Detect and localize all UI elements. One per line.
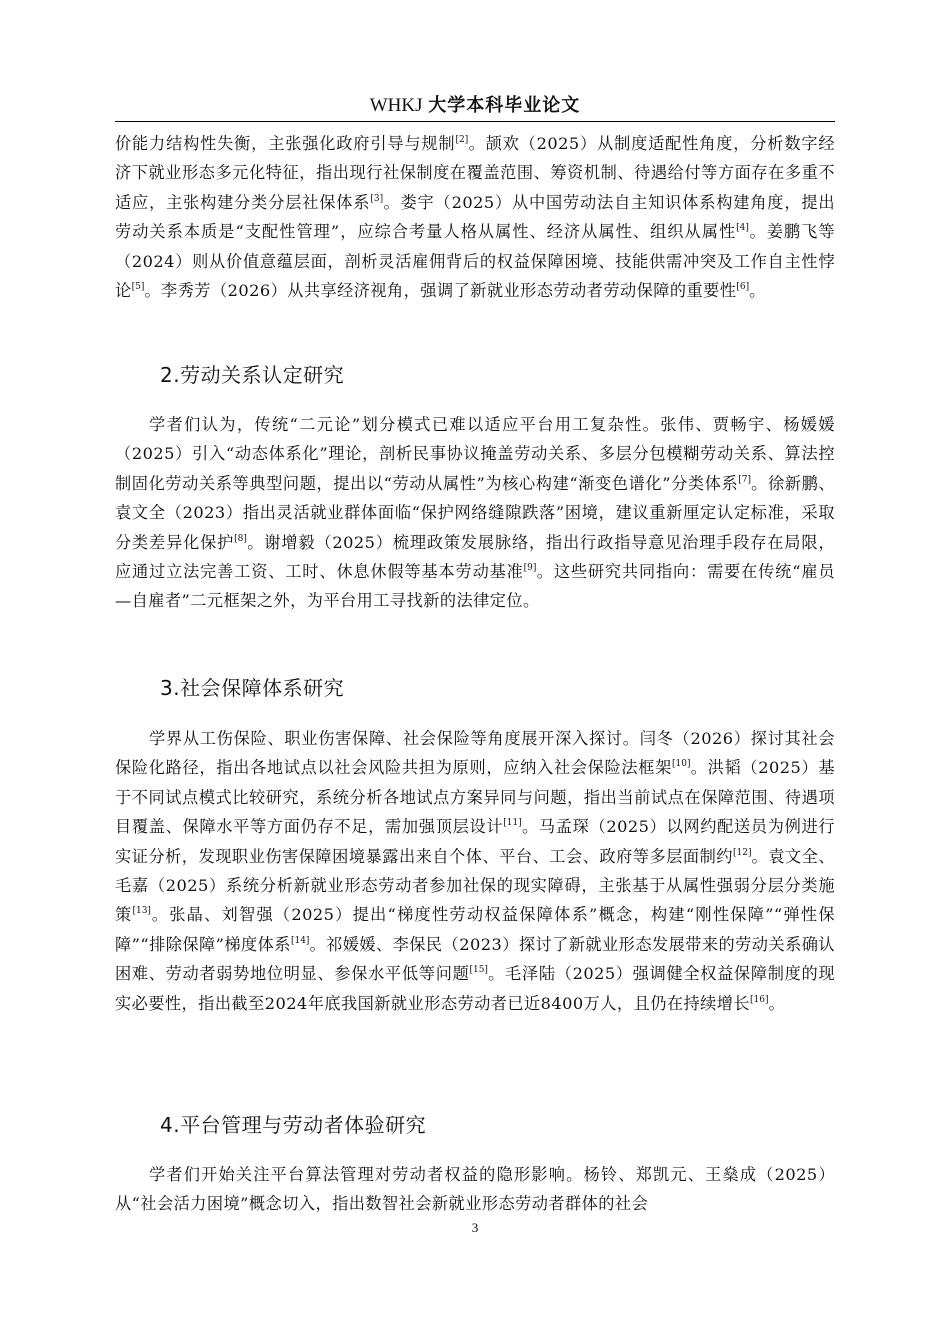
paragraph-social-security: 学界从工伤保险、职业伤害保障、社会保险等角度展开深入探讨。闫冬（2026）探讨其社会保险化路径，指出各地试点以社会风险共担为原则，应纳入社会保险法框架[10]。洪韬（2025）基于不同试点模式比较研究，系统分析各地试点方案异同与问题，指出当前试点在保障范围、待遇项目覆盖、保障水平等方面仍存不足，需加强顶层设计[11]。马孟琛（2025）以网约配送员为例进行实证分析，发现职业伤害保障困境暴露出来自个体、平台、工会、政府等多层面制约[12]。袁文全、毛嘉（2025）系统分析新就业形态劳动者参加社保的现实障碍，主张基于从属性强弱分层分类施策[13]。张晶、刘智强（2025）提出“梯度性劳动权益保障体系”概念，构建“刚性保障”“弹性保障”“排除保障”梯度体系[14]。祁媛媛、李保民（2023）探讨了新就业形态发展带来的劳动关系确认困难、劳动者弱势地位明显、参保水平低等问题[15]。毛泽陆（2025）强调健全权益保障制度的现实必要性，指出截至2024年底我国新就业形态劳动者已近8400万人，且仍在持续增长[16]。 xyxy=(115,729,835,1013)
citation-8: [8] xyxy=(234,533,247,544)
citation-13: [13] xyxy=(132,906,151,917)
section-heading-platform-management: 4.平台管理与劳动者体验研究 xyxy=(160,1113,427,1137)
citation-12: [12] xyxy=(733,847,752,858)
paragraph-platform-management: 学者们开始关注平台算法管理对劳动者权益的隐形影响。杨铃、郑凯元、王燊成（2025）从“社会活力困境”概念切入，指出数智社会新就业形态劳动者群体的社会 xyxy=(115,1165,835,1214)
citation-3: [3] xyxy=(370,193,384,204)
section-heading-social-security: 3.社会保障体系研究 xyxy=(160,676,345,700)
header-code: WHKJ xyxy=(369,95,423,116)
page-number: 3 xyxy=(471,1220,479,1235)
citation-9: [9] xyxy=(523,563,537,574)
citation-10: [10] xyxy=(672,759,691,770)
header-title: 大学本科毕业论文 xyxy=(428,95,581,116)
citation-11: [11] xyxy=(503,818,522,829)
citation-6: [6] xyxy=(736,282,750,293)
citation-7: [7] xyxy=(738,474,752,485)
citation-4: [4] xyxy=(736,223,749,234)
citation-16: [16] xyxy=(750,994,769,1005)
paragraph-labor-relations: 学者们认为，传统“二元论”划分模式已难以适应平台用工复杂性。张伟、贾畅宇、杨媛媛（2025）引入“动态体系化”理论，剖析民事协议掩盖劳动关系、多层分包模糊劳动关系、算法控制固化劳动关系等典型问题，提出以“劳动从属性”为核心构建“渐变色谱化”分类体系[7]。徐新鹏、袁文全（2023）指出灵活就业群体面临“保护网络缝隙跌落”困境，建议重新厘定认定标准，采取分类差异化保护[8]。谢增毅（2025）梳理政策发展脉络，指出行政指导意见治理手段存在局限，应通过立法完善工资、工时、休息休假等基本劳动基准[9]。这些研究共同指向：需要在传统“雇员—自雇者”二元框架之外，为平台用工寻找新的法律定位。 xyxy=(115,415,835,611)
citation-2: [2] xyxy=(455,135,469,145)
citation-15: [15] xyxy=(469,965,488,976)
citation-14: [14] xyxy=(290,935,310,946)
citation-5: [5] xyxy=(131,282,145,293)
paragraph-literature-review: 价能力结构性失衡，主张强化政府引导与规制[2]。颉欢（2025）从制度适配性角度，分析数字经济下就业形态多元化特征，指出现行社保制度在覆盖范围、筹资机制、待遇给付等方面存在多重不适应，主张构建分类分层社保体系[3]。娄宇（2025）从中国劳动法自主知识体系构建角度，提出劳动关系本质是“支配性管理”，应综合考量人格从属性、经济从属性、组织从属性[4]。姜鹏飞等（2024）则从价值意蕴层面，剖析灵活雇佣背后的权益保障困境、技能供需冲突及工作自主性悖论[5]。李秀芳（2026）从共享经济视角，强调了新就业形态劳动者劳动保障的重要性[6]。 xyxy=(115,134,836,301)
section-heading-labor-relations: 2.劳动关系认定研究 xyxy=(160,363,345,387)
header-rule xyxy=(115,121,835,122)
running-header xyxy=(115,92,835,120)
